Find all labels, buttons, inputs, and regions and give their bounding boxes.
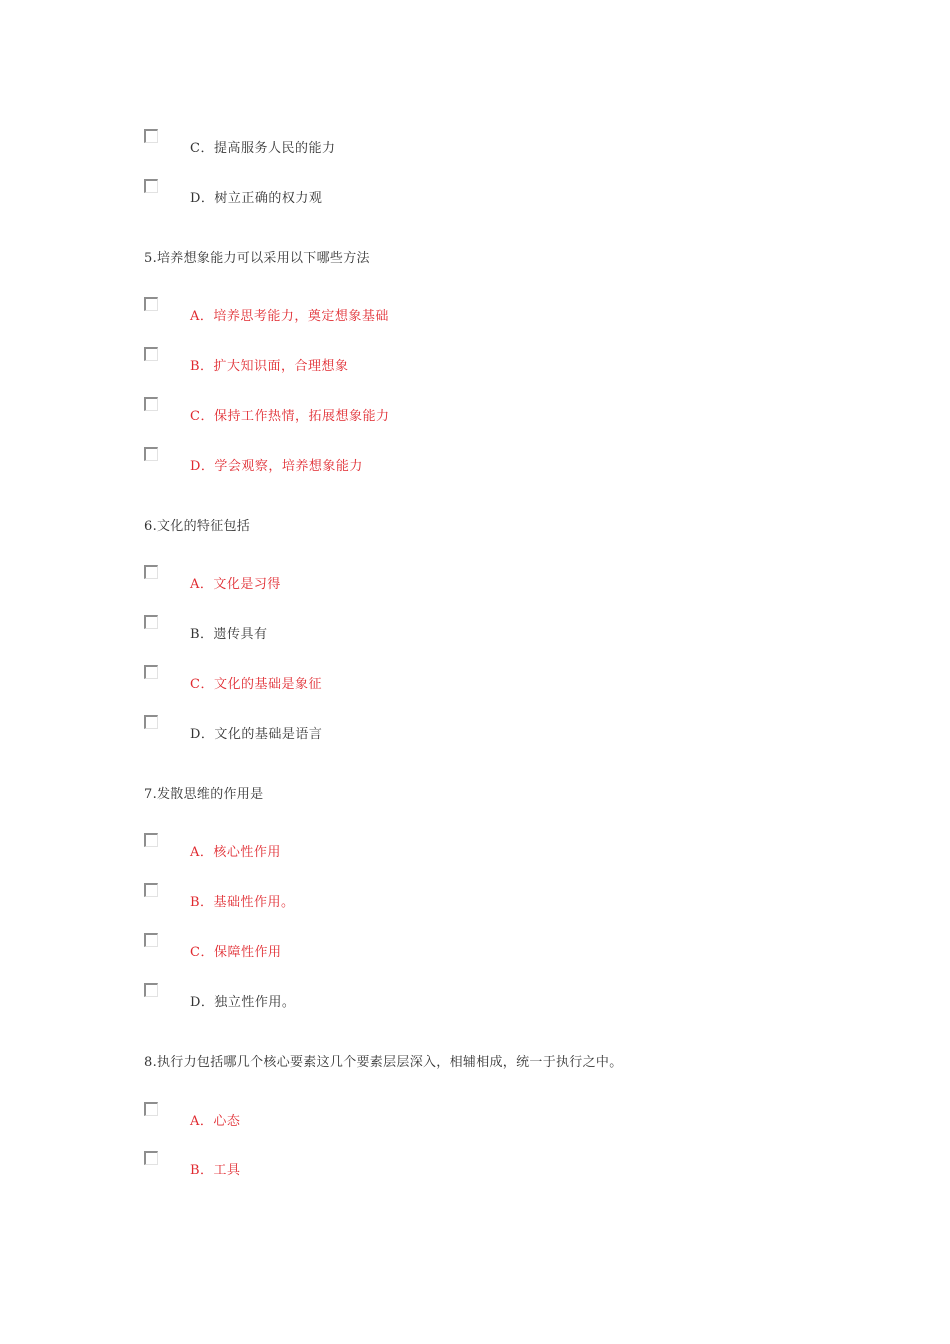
option-row [144,615,844,641]
option-label: A．培养思考能力，奠定想象基础 [190,309,389,324]
option-label: B．工具 [190,1163,241,1178]
question-text: 6.文化的特征包括 [144,519,251,534]
option-row [144,983,844,1009]
question-text: 7.发散思维的作用是 [144,787,264,802]
option-label: D．学会观察，培养想象能力 [190,459,363,474]
option-row [144,833,844,859]
option-label: B．扩大知识面，合理想象 [190,359,349,374]
option-row [144,1151,844,1177]
checkbox[interactable] [144,565,158,579]
option-row [144,129,844,155]
option-label: A．文化是习得 [190,577,281,592]
option-label: C．提高服务人民的能力 [190,141,336,156]
option-row [144,883,844,909]
option-row [144,665,844,691]
option-row [144,1102,844,1128]
option-label: B．基础性作用。 [190,895,295,910]
checkbox[interactable] [144,833,158,847]
option-row [144,565,844,591]
checkbox[interactable] [144,933,158,947]
question-text: 8.执行力包括哪几个核心要素这几个要素层层深入，相辅相成，统一于执行之中。 [144,1055,623,1070]
option-label: D．树立正确的权力观 [190,191,323,206]
checkbox[interactable] [144,983,158,997]
option-label: D．独立性作用。 [190,995,296,1010]
option-label: A．心态 [190,1114,241,1129]
checkbox[interactable] [144,179,158,193]
question-text: 5.培养想象能力可以采用以下哪些方法 [144,251,370,266]
option-row [144,179,844,205]
checkbox[interactable] [144,297,158,311]
option-row [144,397,844,423]
checkbox[interactable] [144,129,158,143]
option-label: C．保障性作用 [190,945,282,960]
checkbox[interactable] [144,665,158,679]
option-row [144,715,844,741]
checkbox[interactable] [144,1102,158,1116]
option-label: D．文化的基础是语言 [190,727,323,742]
option-label: B．遗传具有 [190,627,268,642]
checkbox[interactable] [144,1151,158,1165]
checkbox[interactable] [144,397,158,411]
checkbox[interactable] [144,883,158,897]
option-label: A．核心性作用 [190,845,281,860]
option-row [144,297,844,323]
option-label: C．文化的基础是象征 [190,677,322,692]
option-row [144,347,844,373]
checkbox[interactable] [144,715,158,729]
checkbox[interactable] [144,447,158,461]
option-label: C．保持工作热情，拓展想象能力 [190,409,390,424]
option-row [144,447,844,473]
checkbox[interactable] [144,347,158,361]
checkbox[interactable] [144,615,158,629]
option-row [144,933,844,959]
